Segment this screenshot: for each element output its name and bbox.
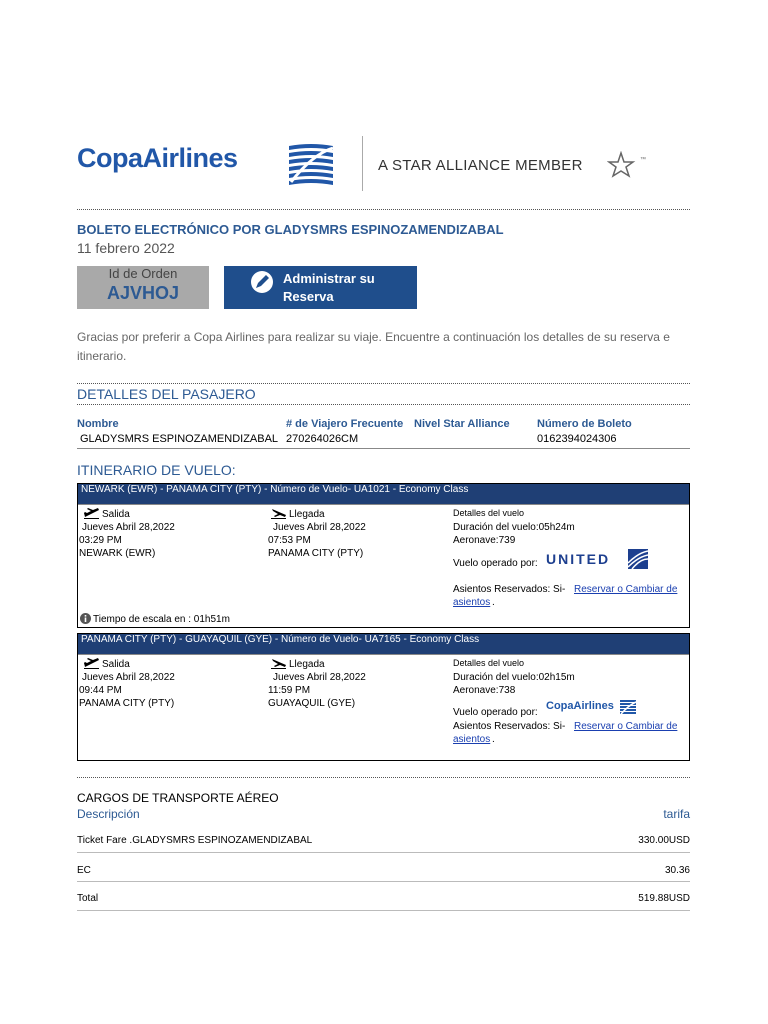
flight-details-label: Detalles del vuelo [453, 508, 525, 518]
arrival-date: Jueves Abril 28,2022 [273, 522, 366, 533]
divider [77, 777, 690, 778]
charge-row-amount: 330.00USD [638, 835, 690, 846]
seats-reserved-label: Asientos Reservados: Si- [453, 584, 566, 595]
departure-label: Salida [102, 509, 130, 520]
trademark: ™ [640, 157, 646, 163]
united-logo-text: UNITED [546, 551, 611, 567]
seats-reserved-label: Asientos Reservados: Si- [453, 721, 566, 732]
flight-segment-2 [77, 633, 690, 761]
copa-logo-text: CopaAirlines [77, 143, 238, 173]
charge-row-desc: Ticket Fare .GLADYSMRS ESPINOZAMENDIZABAL [77, 835, 313, 846]
flight-duration: Duración del vuelo:05h24m [453, 522, 575, 533]
arrival-plane-icon [271, 657, 287, 669]
star-alliance-icon [607, 151, 639, 179]
charge-row-desc: EC [77, 865, 91, 876]
change-seats-link-cont[interactable]: asientos [453, 734, 491, 745]
charge-total-amount: 519.88USD [638, 893, 690, 904]
col-description: Descripción [77, 807, 140, 821]
col-frequent-flyer: # de Viajero Frecuente [286, 418, 404, 430]
flight-details-label: Detalles del vuelo [453, 658, 525, 668]
change-seats-link[interactable]: Reservar o Cambiar de [574, 584, 678, 595]
operated-by-label: Vuelo operado por: [453, 707, 538, 718]
united-globe-icon [628, 549, 648, 569]
ticket-title: BOLETO ELECTRÓNICO POR GLADYSMRS ESPINOZAMENDIZABAL [77, 222, 504, 237]
change-seats-link[interactable]: Reservar o Cambiar de [574, 721, 678, 732]
aircraft: Aeronave:739 [453, 535, 516, 546]
departure-label: Salida [102, 659, 130, 670]
order-id-code: AJVHOJ [106, 283, 180, 303]
layover-time: Tiempo de escala en : 01h51m [93, 614, 230, 625]
divider [77, 852, 690, 853]
copa-operator-logo-text: CopaAirlines [546, 700, 614, 712]
manage-reservation-label: Administrar su Reserva [283, 270, 375, 304]
divider [77, 448, 690, 449]
aircraft: Aeronave:738 [453, 685, 516, 696]
frequent-flyer-number: 270264026CM [286, 433, 359, 445]
passenger-section-title: DETALLES DEL PASAJERO [77, 386, 256, 402]
departure-date: Jueves Abril 28,2022 [82, 672, 175, 683]
divider [77, 209, 690, 210]
passenger-name: GLADYSMRS ESPINOZAMENDIZABAL [80, 433, 279, 445]
arrival-date: Jueves Abril 28,2022 [273, 672, 366, 683]
itinerary-section-title: ITINERARIO DE VUELO: [77, 462, 236, 478]
star-alliance-text: A STAR ALLIANCE MEMBER [378, 157, 583, 174]
divider [78, 504, 689, 505]
flight-duration: Duración del vuelo:02h15m [453, 672, 575, 683]
arrival-city: PANAMA CITY (PTY) [268, 548, 364, 559]
info-icon [80, 613, 91, 624]
col-ticket-number: Número de Boleto [537, 418, 632, 430]
ticket-date: 11 febrero 2022 [77, 240, 175, 256]
departure-city: PANAMA CITY (PTY) [79, 698, 175, 709]
departure-time: 03:29 PM [79, 535, 122, 546]
charges-section-title: CARGOS DE TRANSPORTE AÉREO [77, 791, 279, 805]
arrival-plane-icon [271, 507, 287, 519]
seats-period: . [492, 597, 495, 608]
divider [77, 910, 690, 911]
operated-by-label: Vuelo operado por: [453, 558, 538, 569]
ticket-number: 0162394024306 [537, 433, 617, 445]
segment-header: NEWARK (EWR) - PANAMA CITY (PTY) - Número de Vuelo- UA1021 - Economy Class [78, 484, 689, 504]
departure-time: 09:44 PM [79, 685, 122, 696]
departure-city: NEWARK (EWR) [79, 548, 156, 559]
intro-text: Gracias por preferir a Copa Airlines para realizar su viaje. Encuentre a continuación los detalles de su reserva e itinerario. [77, 330, 670, 363]
col-name: Nombre [77, 418, 119, 430]
seats-period: . [492, 734, 495, 745]
col-star-level: Nivel Star Alliance [414, 418, 510, 430]
divider [78, 654, 689, 655]
divider [77, 881, 690, 882]
header-divider [362, 136, 363, 191]
charge-total-label: Total [77, 893, 99, 904]
flight-segment-1 [77, 483, 690, 628]
departure-plane-icon [84, 507, 100, 519]
divider [77, 383, 690, 384]
arrival-city: GUAYAQUIL (GYE) [268, 698, 356, 709]
copa-logo-icon [287, 142, 335, 186]
col-fare: tarifa [663, 807, 690, 821]
departure-plane-icon [84, 657, 100, 669]
segment-header: PANAMA CITY (PTY) - GUAYAQUIL (GYE) - Número de Vuelo- UA7165 - Economy Class [78, 634, 689, 654]
arrival-time: 07:53 PM [268, 535, 311, 546]
divider [77, 404, 690, 405]
arrival-label: Llegada [289, 659, 325, 670]
arrival-time: 11:59 PM [268, 685, 311, 696]
edit-icon [248, 268, 276, 296]
order-id-box [77, 266, 209, 309]
order-id-label: Id de Orden [108, 266, 178, 281]
copa-operator-logo-icon [620, 700, 636, 715]
departure-date: Jueves Abril 28,2022 [82, 522, 175, 533]
arrival-label: Llegada [289, 509, 325, 520]
change-seats-link-cont[interactable]: asientos [453, 597, 491, 608]
charge-row-amount: 30.36 [664, 865, 690, 876]
